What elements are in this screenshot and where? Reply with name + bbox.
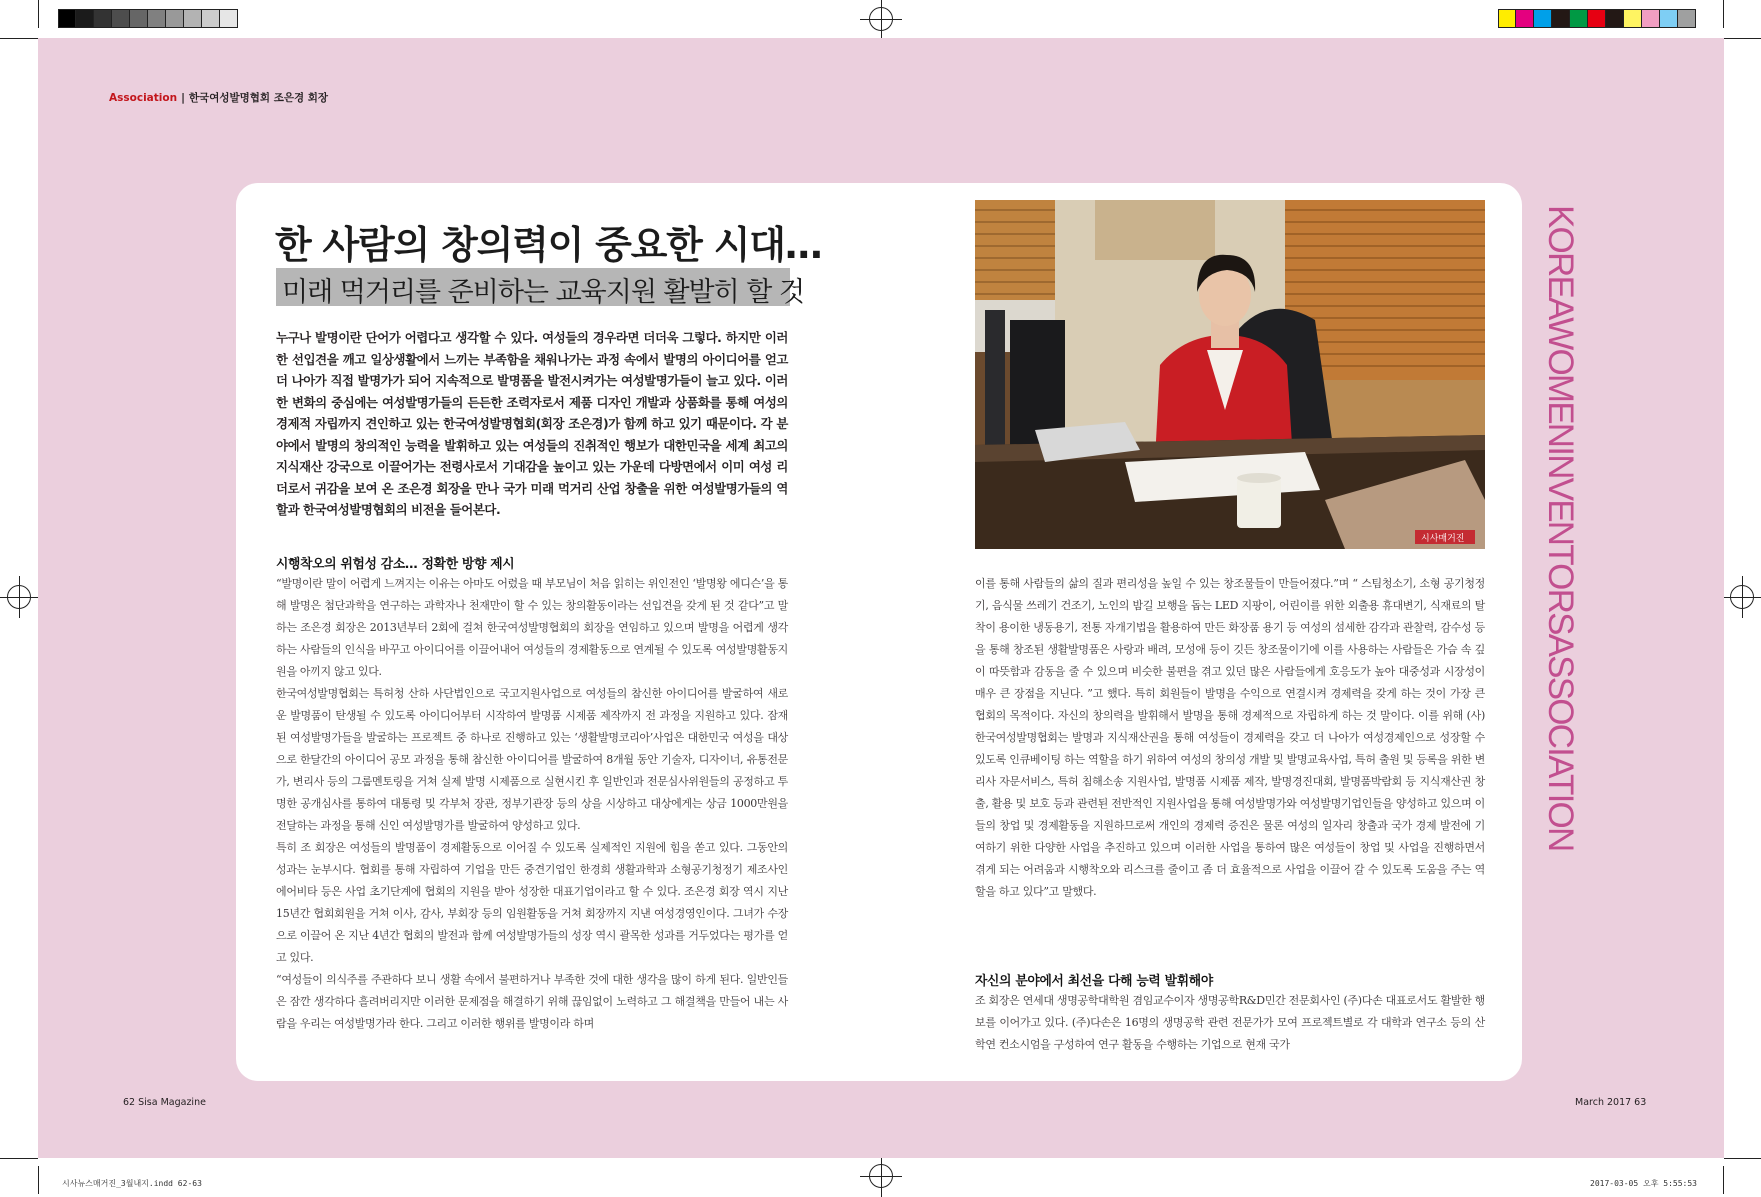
- registration-mark: [869, 1164, 893, 1188]
- color-swatch: [58, 10, 76, 27]
- magazine-cover-text: 시사매거진: [1421, 534, 1465, 544]
- color-swatch: [1642, 10, 1660, 27]
- registration-mark: [7, 585, 31, 609]
- color-swatch: [94, 10, 112, 27]
- body-paragraph: 한국여성발명협회는 특허청 산하 사단법인으로 국고지원사업으로 여성들의 참신한 아이디어를 발굴하여 새로운 발명품이 탄생될 수 있도록 아이디어부터 시작하여 발명품 시제품 제작까지 전 과정을 지원하고 있다. 잠재된 여성발명가들을 발굴하는 프로젝트 중 하나로 진행하고 있는 ‘생활발명코리아’사업은 대한민국 여성을 대상으로 한달간의 아이디어 공모 과정을 통해 참신한 아이디어를 발굴하여 8개월 동안 기술자, 디자이너, 유통전문가, 변리사 등의 그룹멘토링을 거쳐 실제 발명 시제품으로 실현시킨 후 일반인과 전문심사위원들의 공정하고 투명한 공개심사를 통하여 대통령 및 각부처 장관, 정부기관장 등의 상을 시상하고 대상에게는 상금 1000만원을 전달하는 과정을 통해 신인 여성발명가를 발굴하여 양성하고 있다.: [276, 687, 788, 832]
- color-swatch: [1498, 10, 1516, 27]
- color-swatch: [1570, 10, 1588, 27]
- header-separator: |: [181, 92, 185, 104]
- color-swatch: [1624, 10, 1642, 27]
- crop-mark: [38, 0, 39, 28]
- header-subtitle: 한국여성발명협회 조은경 회장: [188, 92, 329, 104]
- body-column-right-continued: [975, 990, 1485, 1056]
- body-paragraph: 이를 통해 사람들의 삶의 질과 편리성을 높일 수 있는 창조물들이 만들어졌다.”며 “ 스팀청소기, 소형 공기청정기, 음식물 쓰레기 건조기, 노인의 밤길 보행을 돕는 LED 지팡이, 어린이를 위한 외출용 휴대변기, 식재료의 탈착이 용이한 냉동용기, 전통 자개기법을 활용하여 만든 화장품 용기 등 여성의 섬세한 감각과 관찰력, 감수성 등을 통해 창조된 생활발명품은 사랑과 배려, 모성애 등이 깃든 창조물이기에 이를 사용하는 사람들은 가슴 속 깊이 따뜻함과 감동을 줄 수 있으며 비슷한 불편을 겪고 있던 많은 사람들에게 호응도가 높아 대중성과 시장성이 매우 큰 장점을 지닌다. ”고 했다. 특히 회원들이 발명을 수익으로 연결시켜 경제력을 갖게 하는 것이 가장 큰 협회의 목적이다. 자신의 창의력을 발휘해서 발명을 통해 경제적으로 자립하게 하는 것 말이다. 이를 위해 (사)한국여성발명협회는 발명과 지식재산권을 통해 여성들이 경제력을 갖고 더 나아가 여성경제인으로 성장할 수 있도록 인큐베이팅 하는 역할을 하기 위하여 여성의 창의성 개발 및 발명교육사업, 특허 출원 및 등록을 위한 변리사 자문서비스, 특허 침해소송 지원사업, 발명품 시제품 제작, 발명경진대회, 발명품박람회 등 지식재산권 창출, 활용 및 보호 등과 관련된 전반적인 지원사업을 통해 여성발명가와 여성발명기업인들을 양성하고 있으며 이들의 창업 및 경제활동을 지원하므로써 개인의 경제력 증진은 물론 여성의 일자리 창출과 국가 경제 발전에 기여하기 위한 다양한 사업을 추진하고 있으며 이러한 사업을 통하여 많은 여성들이 창업 및 사업을 진행하면서 겪게 되는 어려움과 시행착오와 리스크를 줄이고 좀 더 효율적으로 사업을 이끌어 갈 수 있도록 도움을 주는 역할을 하고 있다”고 말했다.: [975, 577, 1485, 898]
- grayscale-color-bar: [58, 9, 238, 28]
- crop-mark: [0, 38, 38, 39]
- color-swatch: [184, 10, 202, 27]
- body-column-left: [276, 573, 788, 1035]
- crop-mark: [0, 1158, 38, 1159]
- crop-mark: [1723, 1166, 1724, 1194]
- section-label: Association: [109, 92, 178, 104]
- page-number-right: March 2017 63: [1575, 1097, 1647, 1108]
- interview-photo: [975, 200, 1485, 549]
- registration-mark: [869, 7, 893, 31]
- color-swatch: [166, 10, 184, 27]
- color-swatch: [112, 10, 130, 27]
- crop-mark: [1724, 38, 1761, 39]
- registration-mark: [1730, 585, 1754, 609]
- color-swatch: [130, 10, 148, 27]
- body-paragraph: “여성들이 의식주를 주관하다 보니 생활 속에서 불편하거나 부족한 것에 대한 생각을 많이 하게 된다. 일반인들은 잠깐 생각하다 흘려버리지만 이러한 문제점을 해결하기 위해 끊임없이 노력하고 그 해결책을 만들어 내는 사람을 우리는 여성발명가라 한다. 그리고 이러한 행위를 발명이라 하며: [276, 973, 788, 1030]
- color-swatch: [202, 10, 220, 27]
- color-swatch: [1516, 10, 1534, 27]
- color-swatch: [220, 10, 238, 27]
- color-swatch: [148, 10, 166, 27]
- color-swatch: [1660, 10, 1678, 27]
- vertical-title-text: KOREAWOMENINVENTORSASSOCIATION: [1541, 205, 1580, 851]
- page-number-left: 62 Sisa Magazine: [123, 1097, 206, 1108]
- body-paragraph: 특히 조 회장은 여성들의 발명품이 경제활동으로 이어질 수 있도록 실제적인 지원에 힘을 쏟고 있다. 그동안의 성과는 눈부시다. 협회를 통해 자립하여 기업을 만든 중견기업인 한경희 생활과학과 소형공기청정기 제조사인 에어비타 등은 사업 초기단계에 협회의 지원을 받아 성장한 대표기업이라고 할 수 있다. 조은경 회장 역시 지난 15년간 협회회원을 거쳐 이사, 감사, 부회장 등의 임원활동을 거쳐 회장까지 지낸 여성경영인이다. 그녀가 수장으로 이끌어 온 지난 4년간 협회의 발전과 함께 여성발명가들의 성장 역시 괄목한 성과를 거두었다는 평가를 얻고 있다.: [276, 841, 788, 964]
- color-swatch: [1552, 10, 1570, 27]
- crop-mark: [1724, 1158, 1761, 1159]
- print-timestamp: 2017-03-05 오후 5:55:53: [1590, 1179, 1697, 1188]
- body-column-right: [975, 573, 1485, 903]
- headline: 한 사람의 창의력이 중요한 시대…: [275, 223, 822, 267]
- subheadline: 미래 먹거리를 준비하는 교육지원 활발히 할 것: [282, 277, 805, 308]
- body-paragraph: “발명이란 말이 어렵게 느껴지는 이유는 아마도 어렸을 때 부모님이 처음 읽히는 위인전인 ‘발명왕 에디슨’을 통해 발명은 첨단과학을 연구하는 과학자나 천재만이 할 수 있는 창의활동이라는 선입견을 갖게 된 것 같다”고 말하는 조은경 회장은 2013년부터 2회에 걸쳐 한국여성발명협회의 회장을 연임하고 있으며 발명을 어렵게 생각하는 사람들의 인식을 바꾸고 아이디어를 이끌어내어 여성들의 경제활동으로 연계될 수 있도록 여성발명활동지원을 아끼지 않고 있다.: [276, 577, 788, 678]
- cmyk-color-bar: [1498, 9, 1696, 28]
- section-title: 자신의 분야에서 최선을 다해 능력 발휘해야: [975, 974, 1213, 989]
- color-swatch: [1588, 10, 1606, 27]
- vertical-section-title: [1540, 205, 1580, 925]
- crop-mark: [38, 1166, 39, 1194]
- crop-mark: [1723, 0, 1724, 28]
- body-paragraph: 조 회장은 연세대 생명공학대학원 겸임교수이자 생명공학R&D민간 전문회사인 (주)다손 대표로서도 활발한 행보를 이어가고 있다. (주)다손은 16명의 생명공학 관련 전문가가 모여 프로젝트별로 각 대학과 연구소 등의 산학연 컨소시엄을 구성하여 연구 활동을 수행하는 기업으로 현재 국가: [975, 994, 1485, 1051]
- color-swatch: [1534, 10, 1552, 27]
- section-title: 시행착오의 위험성 감소… 정확한 방향 제시: [276, 557, 515, 572]
- color-swatch: [76, 10, 94, 27]
- color-swatch: [1678, 10, 1696, 27]
- file-slug: 시사뉴스매거진_3월내지.indd 62-63: [62, 1179, 202, 1188]
- lead-paragraph: 누구나 발명이란 단어가 어렵다고 생각할 수 있다. 여성들의 경우라면 더더욱 그렇다. 하지만 이러한 선입견을 깨고 일상생활에서 느끼는 부족함을 채워나가는 과정 속에서 발명의 아이디어를 얻고 더 나아가 직접 발명가가 되어 지속적으로 발명품을 발전시켜가는 여성발명가들이 늘고 있다. 이러한 변화의 중심에는 여성발명가들의 든든한 조력자로서 제품 디자인 개발과 상품화를 통해 여성의 경제적 자립까지 견인하고 있는 한국여성발명협회(회장 조은경)가 함께 하고 있기 때문이다. 각 분야에서 발명의 창의적인 능력을 발휘하고 있는 여성들의 진취적인 행보가 대한민국을 세계 최고의 지식재산 강국으로 이끌어가는 전령사로서 기대감을 높이고 있는 가운데 다방면에서 이미 여성 리더로서 귀감을 보여 온 조은경 회장을 만나 국가 미래 먹거리 산업 창출을 위한 여성발명가들의 역할과 한국여성발명협회의 비전을 들어본다.: [276, 330, 788, 517]
- running-header: [109, 90, 328, 105]
- color-swatch: [1606, 10, 1624, 27]
